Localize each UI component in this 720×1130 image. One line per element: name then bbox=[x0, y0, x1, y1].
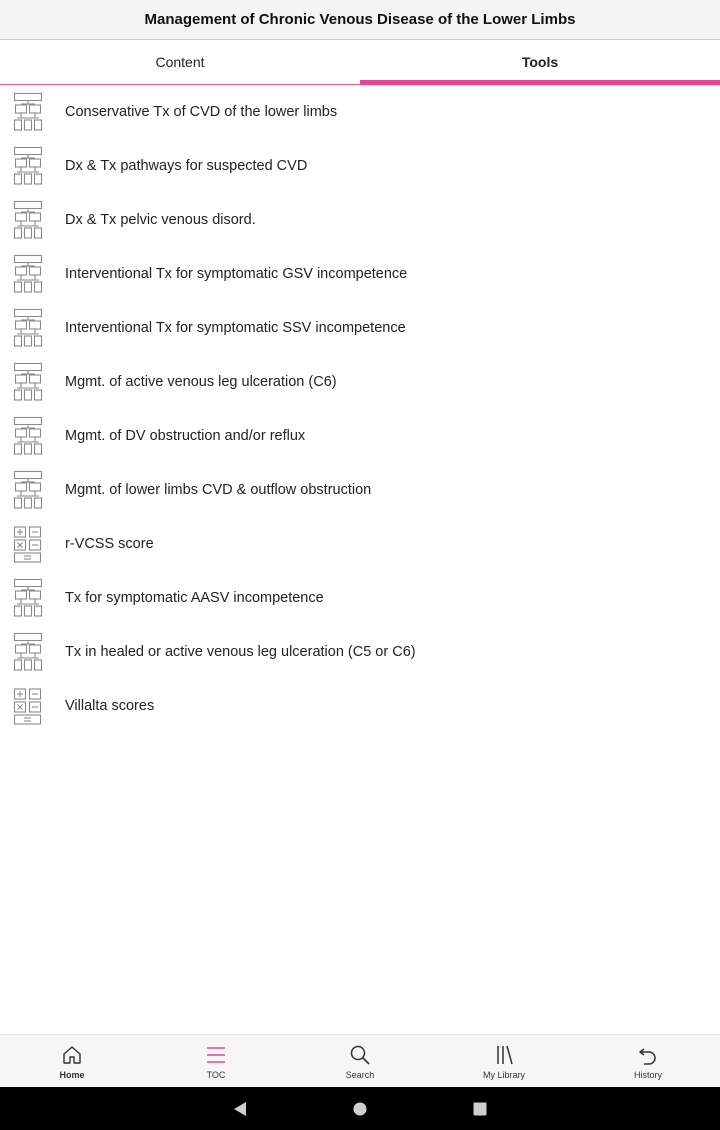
recents-icon[interactable] bbox=[420, 1087, 540, 1130]
calculator-icon bbox=[13, 524, 43, 564]
tab-content[interactable]: Content bbox=[155, 54, 205, 70]
history-icon bbox=[636, 1043, 660, 1067]
flowchart-icon bbox=[13, 146, 43, 186]
flowchart-icon bbox=[13, 470, 43, 510]
app-header bbox=[0, 0, 720, 40]
menu-icon bbox=[204, 1043, 228, 1067]
back-icon[interactable] bbox=[180, 1087, 300, 1130]
list-item[interactable] bbox=[0, 139, 720, 193]
list-item[interactable] bbox=[0, 625, 720, 679]
home-circle-icon[interactable] bbox=[300, 1087, 420, 1130]
tab-bar bbox=[0, 40, 720, 85]
nav-my-library-label: My Library bbox=[482, 1069, 525, 1080]
page-title: Management of Chronic Venous Disease of the Lower Limbs bbox=[144, 11, 576, 28]
list-item[interactable] bbox=[0, 301, 720, 355]
list-item[interactable] bbox=[0, 247, 720, 301]
nav-search[interactable] bbox=[288, 1035, 432, 1087]
flowchart-icon bbox=[13, 92, 43, 132]
list-item-label: Tx in healed or active venous leg ulceration (C5 or C6) bbox=[65, 644, 416, 660]
nav-search-label: Search bbox=[345, 1069, 375, 1080]
list-item-label: Mgmt. of DV obstruction and/or reflux bbox=[65, 428, 306, 444]
tools-list bbox=[0, 85, 720, 733]
list-item[interactable] bbox=[0, 517, 720, 571]
nav-home-label: Home bbox=[59, 1069, 85, 1080]
list-item-label: Tx for symptomatic AASV incompetence bbox=[65, 590, 324, 606]
list-item-label: r-VCSS score bbox=[65, 536, 154, 552]
library-icon bbox=[492, 1043, 516, 1067]
flowchart-icon bbox=[13, 416, 43, 456]
home-icon bbox=[60, 1043, 84, 1067]
nav-toc[interactable] bbox=[144, 1035, 288, 1087]
list-item-label: Dx & Tx pathways for suspected CVD bbox=[65, 158, 308, 174]
list-item[interactable] bbox=[0, 355, 720, 409]
list-item[interactable] bbox=[0, 85, 720, 139]
list-item-label: Interventional Tx for symptomatic GSV incompetence bbox=[65, 266, 408, 282]
list-item[interactable] bbox=[0, 193, 720, 247]
list-item-label: Mgmt. of active venous leg ulceration (C6) bbox=[65, 374, 337, 390]
tab-tools[interactable]: Tools bbox=[360, 40, 720, 84]
flowchart-icon bbox=[13, 254, 43, 294]
flowchart-icon bbox=[13, 632, 43, 672]
list-item[interactable] bbox=[0, 463, 720, 517]
list-item-label: Dx & Tx pelvic venous disord. bbox=[65, 212, 256, 228]
search-icon bbox=[348, 1043, 372, 1067]
system-nav-bar bbox=[0, 1087, 720, 1130]
flowchart-icon bbox=[13, 578, 43, 618]
list-item-label: Interventional Tx for symptomatic SSV incompetence bbox=[65, 320, 406, 336]
nav-history[interactable] bbox=[576, 1035, 720, 1087]
list-item-label: Villalta scores bbox=[65, 698, 155, 714]
calculator-icon bbox=[13, 686, 43, 726]
nav-home[interactable] bbox=[0, 1035, 144, 1087]
list-item-label: Conservative Tx of CVD of the lower limbs bbox=[65, 104, 338, 120]
nav-history-label: History bbox=[633, 1069, 662, 1080]
list-item[interactable] bbox=[0, 409, 720, 463]
list-item-label: Mgmt. of lower limbs CVD & outflow obstruction bbox=[65, 482, 372, 498]
nav-my-library[interactable] bbox=[432, 1035, 576, 1087]
flowchart-icon bbox=[13, 200, 43, 240]
list-item[interactable] bbox=[0, 679, 720, 733]
nav-toc-label: TOC bbox=[206, 1069, 226, 1080]
list-item[interactable] bbox=[0, 571, 720, 625]
flowchart-icon bbox=[13, 362, 43, 402]
bottom-nav bbox=[0, 1034, 720, 1087]
flowchart-icon bbox=[13, 308, 43, 348]
